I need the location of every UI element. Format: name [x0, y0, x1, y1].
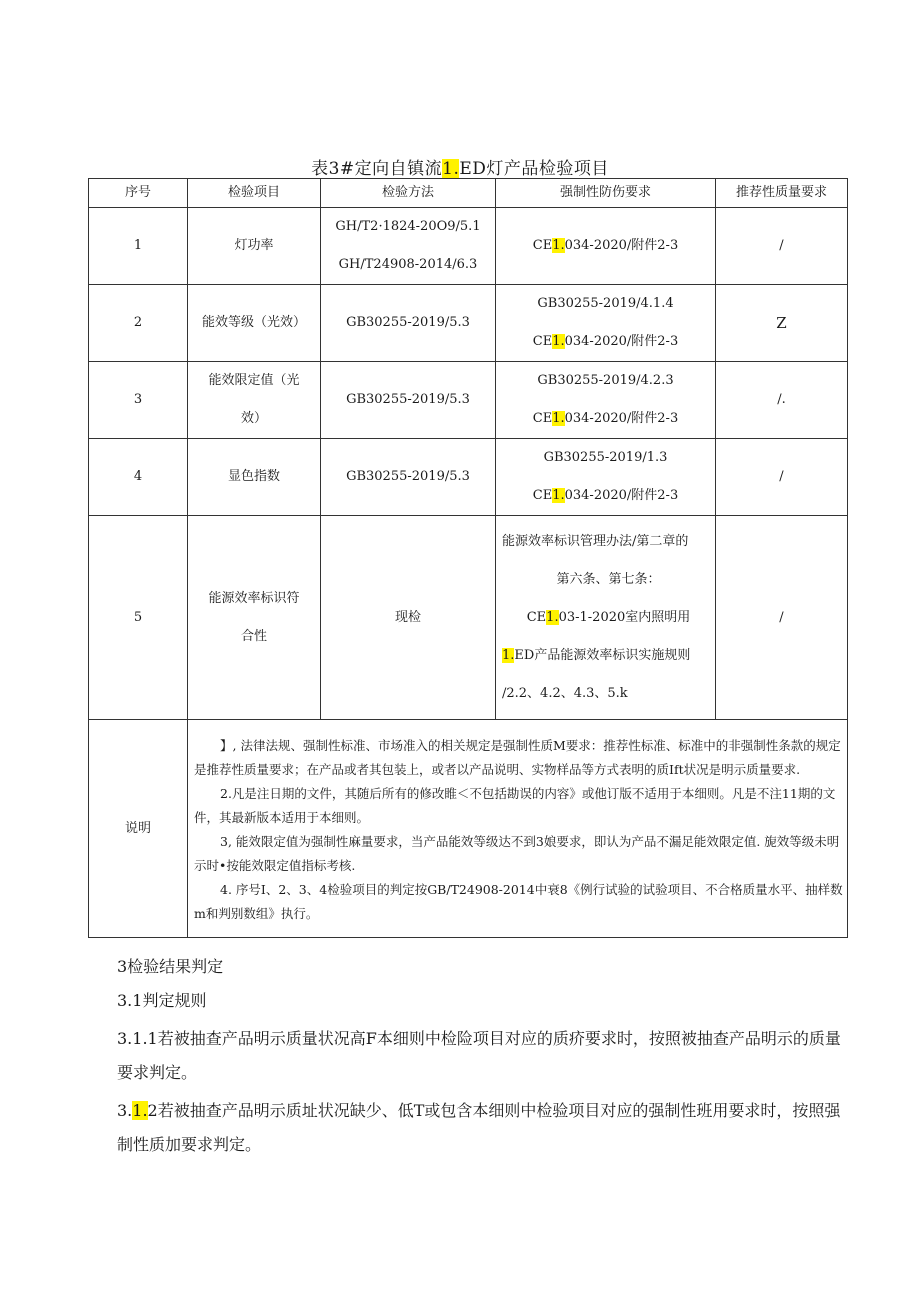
item-line: 能源效率标识符	[208, 590, 300, 606]
ce-suffix: 034-2020/附件2-3	[564, 238, 679, 254]
row-mandatory	[496, 516, 716, 720]
mandatory-line: 第六条、第七条：	[556, 571, 661, 587]
notes-row	[89, 720, 848, 938]
ce-suffix: 034-2020/附件2-3	[564, 488, 679, 503]
note-paragraph: 】, 法律法规、强制性标准、市场准入的相关规定是强制性质M要求：推荐性标准、标准中的非强制性条款的规定是推荐性质量要求；在产品或者其包装上，或者以产品说明、实物样品等方式表明的质Ift状况是明示质量要求.	[194, 737, 841, 777]
ce-highlight: 1.	[552, 411, 565, 426]
row-item: 灯功率	[188, 208, 321, 285]
method-line: GH/T2·1824-20O9/5.1	[335, 219, 481, 234]
mandatory-line	[502, 599, 715, 637]
caption-highlight: 1.	[442, 159, 460, 179]
mandatory-line: GB30255-2019/1.3	[543, 450, 668, 465]
ce-highlight: 1.	[552, 238, 565, 254]
row-method: GB30255-2019/5.3	[321, 285, 496, 362]
inspection-table	[88, 178, 848, 938]
paragraph-text: 3.1.1若被抽查产品明示质量状况高F本细则中检险项目对应的质疥要求时，按照被抽查产品明示的质量要求判定。	[117, 1029, 841, 1082]
row-recommended: Z	[716, 285, 848, 362]
table-caption	[0, 154, 920, 179]
header-no: 序号	[89, 179, 188, 208]
header-recommended: 推荐性质量要求	[716, 179, 848, 208]
caption-text: 表3#定向自镇流	[311, 159, 443, 179]
mandatory-line: /2.2、4.2、4.3、5.k	[502, 685, 628, 701]
ce-prefix: CE	[526, 609, 547, 625]
mandatory-line: GB30255-2019/4.1.4	[537, 296, 674, 311]
row-mandatory	[496, 439, 716, 516]
table-row	[89, 516, 848, 720]
ce-prefix: CE	[532, 238, 553, 254]
ce-suffix: 03-1-2020室内照明用	[558, 609, 691, 625]
mandatory-line	[496, 323, 715, 361]
caption-text-end: ED灯产品检验项目	[459, 159, 609, 179]
row-method	[321, 208, 496, 285]
mandatory-line	[496, 477, 715, 515]
mandatory-line	[496, 400, 715, 438]
header-mandatory: 强制性防伤要求	[496, 179, 716, 208]
note-paragraph: 4. 序号I、2、3、4检验项目的判定按GB/T24908-2014中衰8《例行试验的试验项目、不合格质量水平、抽样数m和判别数组》执行。	[194, 881, 843, 921]
ce-suffix: 034-2020/附件2-3	[564, 334, 679, 349]
ce-suffix: 034-2020/附件2-3	[564, 411, 679, 426]
mandatory-line: GB30255-2019/4.2.3	[537, 373, 674, 388]
led-highlight: 1.	[502, 647, 515, 663]
ce-highlight: 1.	[546, 609, 559, 625]
notes-content	[188, 720, 848, 938]
row-no: 5	[89, 516, 188, 720]
note-paragraph: 3, 能效限定值为强制性麻量要求，当产品能效等级达不到3娘要求，即认为产品不漏足能效限定值. 旎效等级未明示时•按能效限定值指标考核.	[194, 833, 840, 873]
table-row	[89, 362, 848, 439]
para-prefix: 3.	[117, 1101, 133, 1120]
ce-prefix: CE	[532, 411, 553, 426]
mandatory-line: 能源效率标识管理办法/第二章的	[502, 533, 689, 549]
row-item	[188, 516, 321, 720]
header-item: 检验项目	[188, 179, 321, 208]
ce-highlight: 1.	[552, 488, 565, 503]
subsection-heading: 3.1判定规则	[117, 991, 207, 1010]
item-line: 能效限定值（光	[208, 373, 300, 388]
row-recommended: /	[716, 208, 848, 285]
ce-prefix: CE	[532, 334, 553, 349]
row-item	[188, 362, 321, 439]
rule-paragraph-1	[117, 1022, 845, 1090]
item-line: 合性	[240, 628, 267, 644]
para-suffix: 2若被抽查产品明示质址状况缺少、低T或包含本细则中检验项目对应的强制性班用要求时，按照强制性质加要求判定。	[117, 1101, 841, 1154]
para-highlight: 1.	[132, 1101, 148, 1120]
mandatory-line	[502, 637, 715, 675]
ce-highlight: 1.	[552, 334, 565, 349]
notes-label: 说明	[89, 720, 188, 938]
table-row	[89, 439, 848, 516]
row-method: 现检	[321, 516, 496, 720]
note-paragraph: 2.凡是注日期的文件，其随后所有的修改睢＜不包括勘误的内容》或他订版不适用于本细则。凡是不注11期的文件，其最新版本适用于本细则。	[194, 785, 836, 825]
method-line: GH/T24908-2014/6.3	[338, 257, 478, 272]
row-mandatory	[496, 362, 716, 439]
header-method: 检验方法	[321, 179, 496, 208]
row-mandatory	[496, 285, 716, 362]
row-mandatory	[496, 208, 716, 285]
row-recommended: /	[716, 516, 848, 720]
row-recommended: /	[716, 439, 848, 516]
row-no: 3	[89, 362, 188, 439]
ce-prefix: CE	[532, 488, 553, 503]
row-method: GB30255-2019/5.3	[321, 439, 496, 516]
row-no: 1	[89, 208, 188, 285]
row-no: 4	[89, 439, 188, 516]
row-item: 显色指数	[188, 439, 321, 516]
led-rule-text: ED产品能源效率标识实施规则	[514, 647, 691, 663]
table-row	[89, 285, 848, 362]
row-no: 2	[89, 285, 188, 362]
header-row	[89, 179, 848, 208]
rule-paragraph-2	[117, 1094, 845, 1162]
row-method: GB30255-2019/5.3	[321, 362, 496, 439]
row-recommended: /.	[716, 362, 848, 439]
item-line: 效）	[240, 411, 267, 426]
table-row	[89, 208, 848, 285]
paragraph-text	[117, 1094, 845, 1162]
section-heading: 3检验结果判定	[117, 957, 224, 976]
row-item: 能效等级（光效）	[188, 285, 321, 362]
